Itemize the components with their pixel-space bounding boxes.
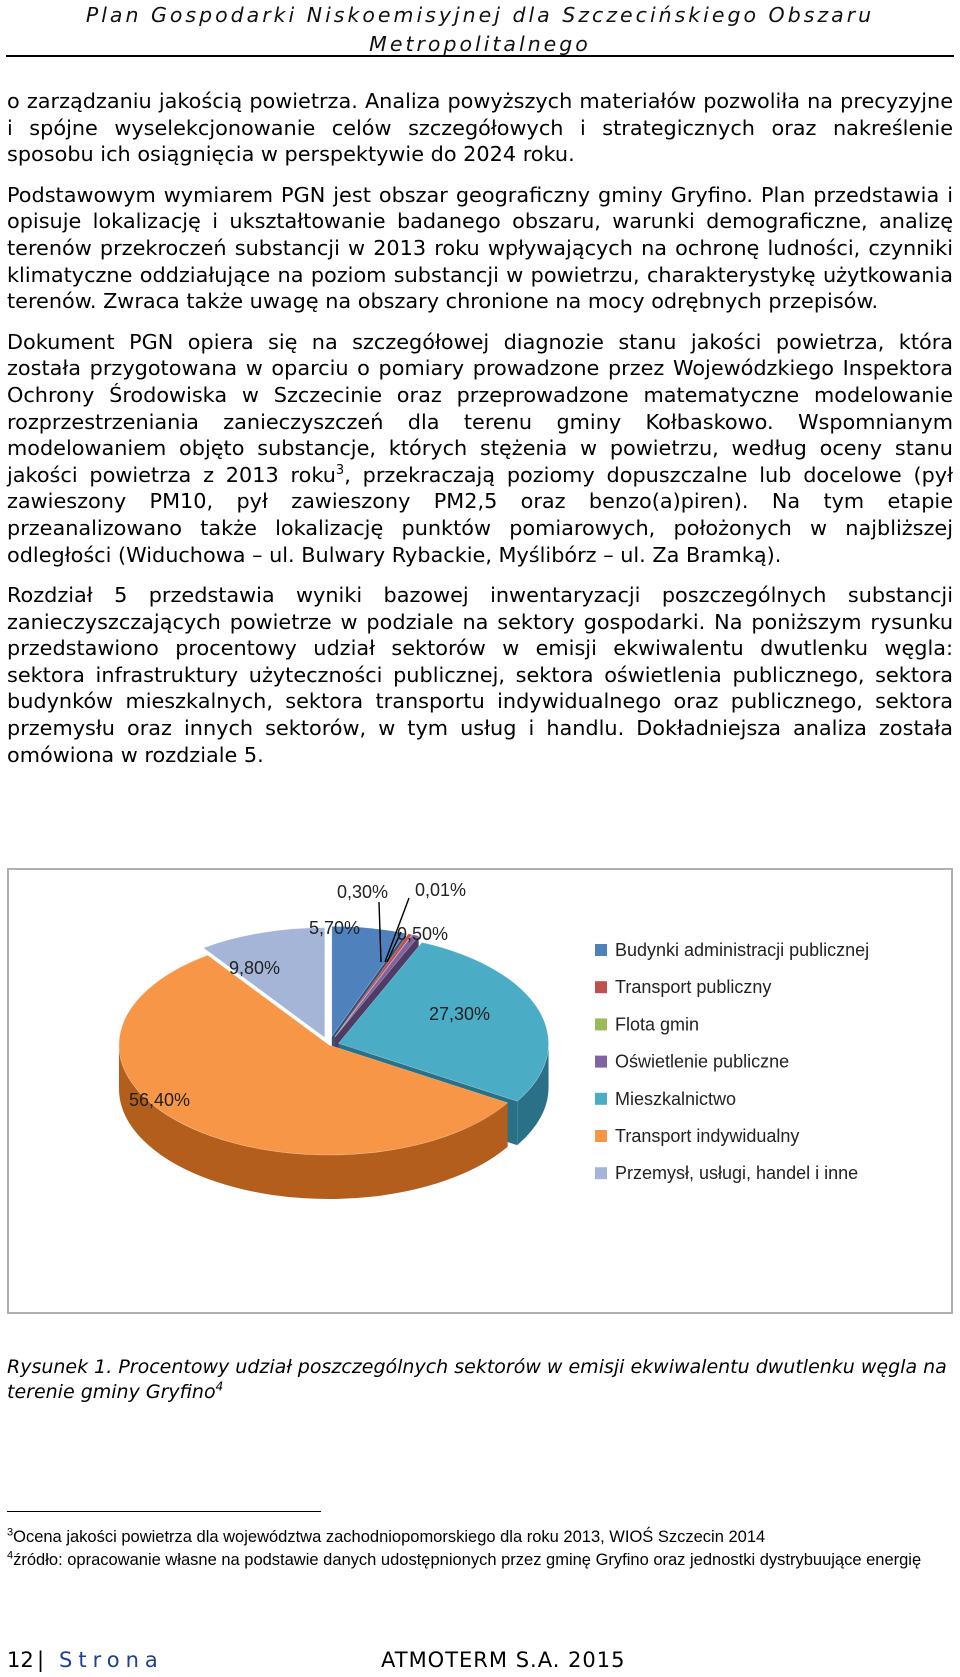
legend-swatch-flota-gmin <box>595 1018 607 1030</box>
footnote-4-text: źródło: opracowanie własne na podstawie danych udostępnionych przez gminę Gryfino oraz jednostki dystrybuujące energię <box>13 1550 922 1569</box>
legend-label-budynki-administracji-publicznej: Budynki administracji publicznej <box>615 940 870 960</box>
figure-caption-text: Rysunek 1. Procentowy udział poszczególnych sektorów w emisji ekwiwalentu dwutlenku węgla na terenie gminy Gryfino <box>7 1356 947 1403</box>
page-word: Strona <box>59 1648 164 1672</box>
footnotes <box>7 1526 953 1571</box>
legend-swatch-transport-publiczny <box>595 981 607 993</box>
data-label-transport-publiczny: 0,30% <box>337 882 389 902</box>
footer-company: ATMOTERM S.A. 2015 <box>381 1648 626 1672</box>
legend-label-transport-indywidualny: Transport indywidualny <box>615 1126 800 1146</box>
paragraph-3-part1: Dokument PGN opiera się na szczegółowej diagnozie stanu jakości powietrza, która została przygotowana w oparciu o pomiary prowadzone przez Wojewódzkiego Inspektora Ochrony Środowiska w Szczecinie oraz przeprowadzone matematyczne modelowanie rozprzestrzeniania zanieczyszczeń dla terenu gminy Kołbaskowo. Wspomnianym modelowaniem objęto substancje, których stężenia w powietrzu, według oceny stanu jakości powietrza z 2013 roku <box>7 329 953 487</box>
legend-swatch-transport-indywidualny <box>595 1130 607 1142</box>
pie-chart-figure <box>7 868 953 1314</box>
data-label-flota-gmin: 0,01% <box>415 880 467 900</box>
footnote-3-number: 3 <box>7 1526 14 1539</box>
header-title-line1: Plan Gospodarki Niskoemisyjnej dla Szczecińskiego Obszaru <box>85 3 875 27</box>
footer-separator: | <box>37 1648 45 1672</box>
page-header <box>0 0 960 58</box>
legend-label-oswietlenie-publiczne: Oświetlenie publiczne <box>615 1051 790 1072</box>
legend-label-mieszkalnictwo: Mieszkalnictwo <box>615 1088 737 1109</box>
footnote-3 <box>7 1526 953 1549</box>
legend-label-przemysl-uslugi-handel-i-inne: Przemysł, usługi, handel i inne <box>615 1163 859 1184</box>
data-label-budynki-administracji-publicznej: 5,70% <box>309 918 361 938</box>
data-label-oswietlenie-publiczne: 0,50% <box>397 924 449 944</box>
paragraph-4: Rozdział 5 przedstawia wyniki bazowej inwentaryzacji poszczególnych substancji zanieczyszczających powietrze w podziale na sektory gospodarki. Na poniższym rysunku przedstawiono procentowy udział sektorów w emisji ekwiwalentu dwutlenku węgla: sektora infrastruktury użyteczności publicznej, sektora oświetlenia publicznego, sektora budynków mieszkalnych, sektora transportu indywidualnego oraz publicznego, sektora przemysłu oraz innych sektorów, w tym usług i handlu. Dokładniejsza analiza została omówiona w rozdziale 5. <box>7 583 953 767</box>
footnote-4 <box>7 1549 953 1572</box>
figure-caption <box>7 1355 953 1405</box>
paragraph-1: o zarządzaniu jakością powietrza. Analiza powyższych materiałów pozwoliła na precyzyjne i spójne wyselekcjonowanie celów szczegółowych i strategicznych oraz nakreślenie sposobu ich osiągnięcia w perspektywie do 2024 roku. <box>7 89 953 167</box>
legend-swatch-oswietlenie-publiczne <box>595 1056 607 1068</box>
header-rule <box>6 55 954 57</box>
legend-swatch-budynki-administracji-publicznej <box>595 944 607 956</box>
footnote-ref-3: 3 <box>335 462 345 478</box>
header-title-line2: Metropolitalnego <box>369 32 591 56</box>
legend-label-flota-gmin: Flota gmin <box>615 1014 700 1035</box>
page-number: 12 <box>7 1648 34 1672</box>
footnote-rule <box>7 1511 321 1512</box>
pie-chart <box>9 870 951 1312</box>
paragraph-2: Podstawowym wymiarem PGN jest obszar geograficzny gminy Gryfino. Plan przedstawia i opisuje lokalizację i ukształtowanie badanego obszaru, warunki demograficzne, analizę terenów przekroczeń substancji w 2013 roku wpływających na ochronę ludności, czynniki klimatyczne oddziałujące na poziom substancji w powietrzu, charakterystykę użytkowania terenów. Zwraca także uwagę na obszary chronione na mocy odrębnych przepisów. <box>7 182 953 314</box>
footnote-4-number: 4 <box>7 1549 14 1561</box>
paragraph-3-part2: , przekraczają poziomy dopuszczalne lub docelowe (pył zawieszony PM10, pył zawieszony PM2,5 oraz benzo(a)piren). Na tym etapie przeanalizowano także lokalizację punktów pomiarowych, położonych w najbliższej odległości (Widuchowa – ul. Bulwary Rybackie, Myślibórz – ul. Za Bramką). <box>7 462 953 567</box>
data-label-mieszkalnictwo: 27,30% <box>429 1004 491 1024</box>
data-label-transport-indywidualny: 56,40% <box>129 1090 191 1110</box>
chart-legend <box>595 940 869 1183</box>
legend-swatch-przemysl-uslugi-handel-i-inne <box>595 1167 607 1179</box>
document-body <box>7 88 953 782</box>
footnote-3-text: Ocena jakości powietrza dla województwa zachodniopomorskiego dla roku 2013, WIOŚ Szczecin 2014 <box>13 1528 766 1546</box>
footnote-ref-4: 4 <box>215 1379 224 1394</box>
page-footer <box>7 1646 953 1674</box>
legend-label-transport-publiczny: Transport publiczny <box>615 977 772 998</box>
data-label-przemysl-uslugi-handel-i-inne: 9,80% <box>229 958 281 978</box>
paragraph-3 <box>7 329 953 568</box>
legend-swatch-mieszkalnictwo <box>595 1093 607 1105</box>
